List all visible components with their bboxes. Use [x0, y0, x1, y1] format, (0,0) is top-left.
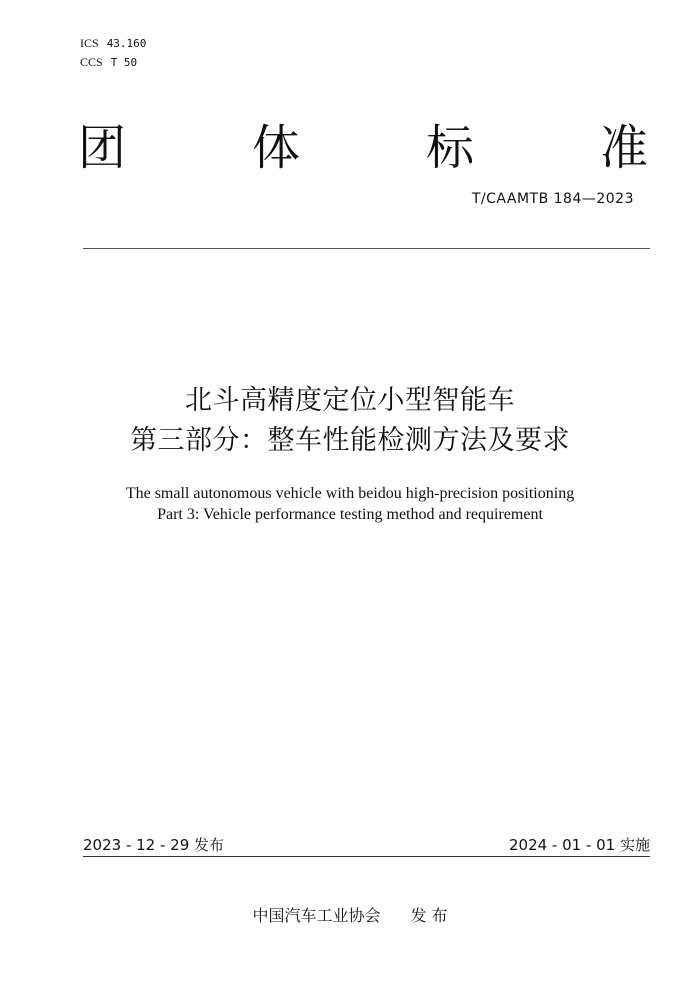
standard-type-char: 团 — [78, 120, 127, 176]
title-en-line2: Part 3: Vehicle performance testing method and requirement — [157, 506, 543, 523]
publisher-action: 发 布 — [410, 906, 448, 925]
top-divider — [83, 248, 650, 249]
ccs-row — [80, 53, 146, 72]
standard-number: T/CAAMTB 184—2023 — [471, 191, 634, 207]
classification-codes — [80, 34, 146, 72]
standard-type-heading — [78, 118, 648, 178]
bottom-divider — [83, 856, 650, 857]
ics-row — [80, 34, 146, 53]
title-en-line1: The small autonomous vehicle with beidou high-precision positioning — [125, 485, 575, 502]
title-cn-line1: 北斗高精度定位小型智能车 — [185, 385, 515, 416]
ics-label: ICS — [80, 36, 99, 50]
ics-value: 43.160 — [106, 37, 147, 50]
implementation-date: 2024 - 01 - 01 实施 — [508, 836, 650, 854]
ccs-label: CCS — [80, 55, 103, 69]
standard-type-char: 体 — [251, 120, 300, 176]
publisher-name: 中国汽车工业协会 — [252, 906, 381, 925]
title-cn-line2: 第三部分：整车性能检测方法及要求 — [130, 425, 570, 456]
publisher-line — [0, 903, 700, 926]
release-date: 2023 - 12 - 29 发布 — [83, 836, 225, 854]
ccs-value: T 50 — [110, 56, 138, 69]
standard-type-char: 准 — [599, 120, 648, 176]
standard-type-char: 标 — [425, 120, 474, 176]
